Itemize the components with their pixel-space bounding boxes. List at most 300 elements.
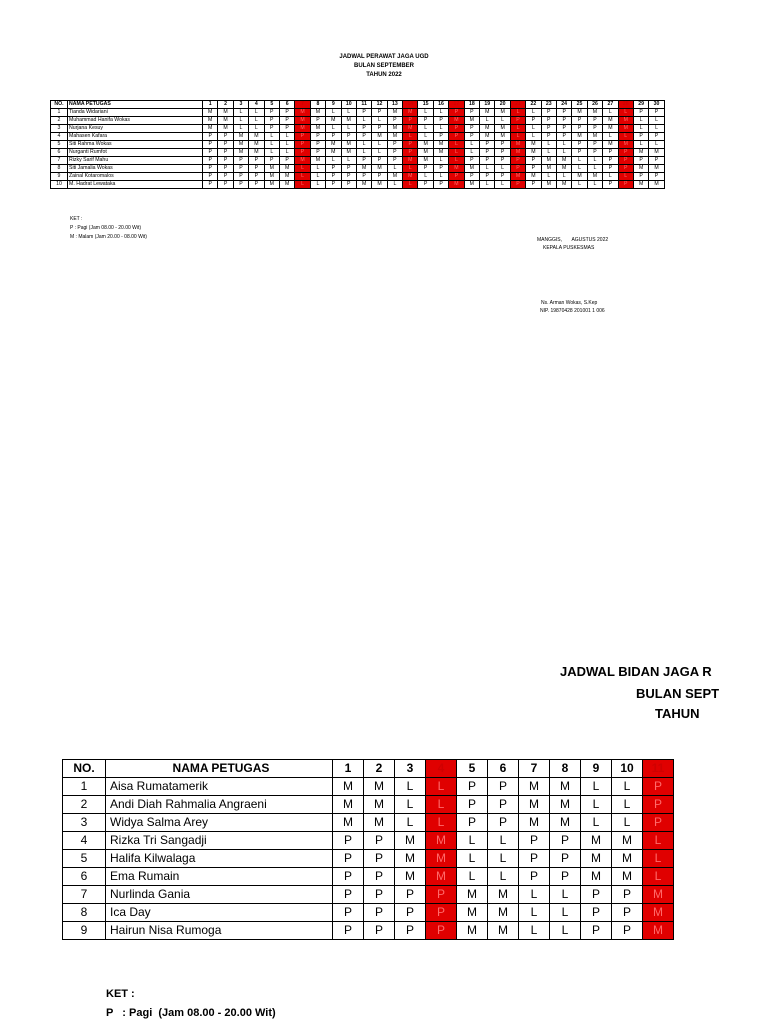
row-number: 3 bbox=[63, 814, 106, 832]
shift-cell: M bbox=[341, 141, 356, 149]
header-day-26: 26 bbox=[587, 101, 602, 109]
shift-cell: M bbox=[550, 814, 581, 832]
shift-cell: P bbox=[457, 778, 488, 796]
shift-cell: P bbox=[587, 125, 602, 133]
shift-cell: M bbox=[295, 157, 310, 165]
shift-cell: P bbox=[643, 796, 674, 814]
shift-cell: P bbox=[264, 125, 279, 133]
shift-cell: P bbox=[464, 157, 479, 165]
shift-cell: P bbox=[541, 133, 556, 141]
shift-cell: P bbox=[364, 832, 395, 850]
signature-place-date: MANGGIS, AGUSTUS 2022 bbox=[537, 237, 609, 243]
shift-cell: M bbox=[587, 173, 602, 181]
shift-cell: P bbox=[519, 832, 550, 850]
top-legend-heading: KET : bbox=[70, 216, 83, 222]
shift-cell: M bbox=[449, 117, 464, 125]
shift-cell: M bbox=[279, 173, 294, 181]
shift-cell: P bbox=[572, 141, 587, 149]
shift-cell: P bbox=[364, 922, 395, 940]
bottom-title-line-1: JADWAL BIDAN JAGA R bbox=[560, 664, 712, 679]
shift-cell: L bbox=[457, 850, 488, 868]
shift-cell: P bbox=[649, 133, 664, 141]
top-legend-malam: M : Malam (Jam 20.00 - 08.00 Wit) bbox=[70, 234, 147, 240]
table-row bbox=[51, 133, 665, 141]
shift-cell: P bbox=[643, 814, 674, 832]
shift-cell: M bbox=[519, 796, 550, 814]
shift-cell: M bbox=[457, 922, 488, 940]
table-row bbox=[51, 181, 665, 189]
shift-cell: M bbox=[249, 149, 264, 157]
shift-cell: M bbox=[480, 133, 495, 141]
shift-cell: M bbox=[495, 133, 510, 141]
shift-cell: P bbox=[395, 922, 426, 940]
shift-cell: L bbox=[310, 165, 325, 173]
shift-cell: M bbox=[326, 149, 341, 157]
shift-cell: L bbox=[295, 173, 310, 181]
shift-cell: L bbox=[395, 796, 426, 814]
shift-cell: M bbox=[488, 886, 519, 904]
shift-cell: M bbox=[488, 904, 519, 922]
shift-cell: L bbox=[341, 125, 356, 133]
shift-cell: P bbox=[249, 173, 264, 181]
shift-cell: L bbox=[510, 133, 525, 141]
row-number: 6 bbox=[51, 149, 68, 157]
shift-cell: M bbox=[526, 173, 541, 181]
header-day-19: 19 bbox=[480, 101, 495, 109]
shift-cell: M bbox=[418, 141, 433, 149]
shift-cell: P bbox=[364, 904, 395, 922]
shift-cell: P bbox=[310, 117, 325, 125]
shift-cell: M bbox=[612, 850, 643, 868]
shift-cell: M bbox=[433, 149, 448, 157]
shift-cell: M bbox=[603, 125, 618, 133]
bottom-title-line-3: TAHUN bbox=[655, 706, 700, 721]
shift-cell: L bbox=[633, 141, 648, 149]
header-day-8: 8 bbox=[550, 760, 581, 778]
shift-cell: M bbox=[356, 165, 371, 173]
shift-cell: L bbox=[395, 814, 426, 832]
shift-cell: L bbox=[480, 181, 495, 189]
shift-cell: M bbox=[203, 125, 218, 133]
shift-cell: L bbox=[264, 141, 279, 149]
shift-cell: P bbox=[433, 165, 448, 173]
shift-cell: M bbox=[249, 141, 264, 149]
shift-cell: P bbox=[464, 133, 479, 141]
shift-cell: M bbox=[556, 165, 571, 173]
row-number: 2 bbox=[51, 117, 68, 125]
shift-cell: M bbox=[264, 165, 279, 173]
shift-cell: P bbox=[649, 173, 664, 181]
row-number: 10 bbox=[51, 181, 68, 189]
shift-cell: L bbox=[356, 149, 371, 157]
shift-cell: L bbox=[326, 125, 341, 133]
header-day-6: 6 bbox=[488, 760, 519, 778]
shift-cell: P bbox=[418, 117, 433, 125]
shift-cell: L bbox=[249, 125, 264, 133]
shift-cell: L bbox=[618, 173, 633, 181]
shift-cell: P bbox=[279, 125, 294, 133]
shift-cell: P bbox=[387, 149, 402, 157]
table-row bbox=[63, 886, 674, 904]
shift-cell: M bbox=[649, 149, 664, 157]
shift-cell: L bbox=[556, 173, 571, 181]
shift-cell: L bbox=[457, 868, 488, 886]
shift-cell: P bbox=[457, 814, 488, 832]
staff-name: Nurganti Rumfot bbox=[68, 149, 203, 157]
row-number: 4 bbox=[51, 133, 68, 141]
staff-name: Muhammad Hanifa Wokas bbox=[68, 117, 203, 125]
shift-cell: P bbox=[403, 141, 418, 149]
shift-cell: M bbox=[612, 868, 643, 886]
shift-cell: L bbox=[541, 149, 556, 157]
shift-cell: M bbox=[633, 181, 648, 189]
shift-cell: P bbox=[488, 814, 519, 832]
shift-cell: M bbox=[310, 109, 325, 117]
shift-cell: M bbox=[310, 125, 325, 133]
shift-cell: L bbox=[295, 165, 310, 173]
shift-cell: L bbox=[581, 796, 612, 814]
shift-cell: P bbox=[356, 157, 371, 165]
shift-cell: P bbox=[633, 173, 648, 181]
row-number: 9 bbox=[63, 922, 106, 940]
row-number: 5 bbox=[51, 141, 68, 149]
shift-cell: P bbox=[341, 181, 356, 189]
shift-cell: M bbox=[480, 109, 495, 117]
shift-cell: L bbox=[587, 157, 602, 165]
shift-cell: P bbox=[372, 173, 387, 181]
shift-cell: M bbox=[426, 832, 457, 850]
shift-cell: M bbox=[372, 181, 387, 189]
header-day-8: 8 bbox=[310, 101, 325, 109]
shift-cell: M bbox=[541, 181, 556, 189]
shift-cell: M bbox=[333, 778, 364, 796]
shift-cell: L bbox=[572, 157, 587, 165]
shift-cell: L bbox=[295, 181, 310, 189]
shift-cell: P bbox=[326, 173, 341, 181]
top-title-line-2: BULAN SEPTEMBER bbox=[353, 63, 414, 69]
shift-cell: L bbox=[249, 117, 264, 125]
shift-cell: M bbox=[603, 117, 618, 125]
shift-cell: M bbox=[618, 141, 633, 149]
shift-cell: M bbox=[395, 850, 426, 868]
header-day-10: 10 bbox=[341, 101, 356, 109]
staff-name: Zainal Kotaromalos bbox=[68, 173, 203, 181]
shift-cell: M bbox=[403, 109, 418, 117]
shift-cell: M bbox=[372, 133, 387, 141]
row-number: 7 bbox=[63, 886, 106, 904]
shift-cell: M bbox=[649, 181, 664, 189]
shift-cell: P bbox=[364, 886, 395, 904]
staff-name: Siti Rahma Wokas bbox=[68, 141, 203, 149]
shift-cell: P bbox=[449, 109, 464, 117]
shift-cell: P bbox=[581, 904, 612, 922]
table-row bbox=[63, 868, 674, 886]
shift-cell: P bbox=[218, 181, 233, 189]
staff-name: M. Hadrat Lewataka bbox=[68, 181, 203, 189]
row-number: 2 bbox=[63, 796, 106, 814]
shift-cell: P bbox=[333, 832, 364, 850]
shift-cell: M bbox=[403, 157, 418, 165]
shift-cell: M bbox=[510, 149, 525, 157]
shift-cell: L bbox=[403, 165, 418, 173]
shift-cell: P bbox=[464, 125, 479, 133]
shift-cell: L bbox=[495, 117, 510, 125]
shift-cell: L bbox=[233, 109, 248, 117]
shift-cell: L bbox=[618, 133, 633, 141]
shift-cell: M bbox=[510, 173, 525, 181]
shift-cell: P bbox=[233, 165, 248, 173]
shift-cell: M bbox=[364, 778, 395, 796]
header-day-1: 1 bbox=[333, 760, 364, 778]
shift-cell: P bbox=[326, 133, 341, 141]
shift-cell: M bbox=[418, 157, 433, 165]
shift-cell: P bbox=[426, 922, 457, 940]
shift-cell: P bbox=[449, 173, 464, 181]
shift-cell: L bbox=[279, 149, 294, 157]
shift-cell: P bbox=[203, 157, 218, 165]
shift-cell: P bbox=[218, 133, 233, 141]
shift-cell: P bbox=[649, 109, 664, 117]
shift-cell: P bbox=[387, 117, 402, 125]
shift-cell: P bbox=[488, 778, 519, 796]
shift-cell: P bbox=[203, 141, 218, 149]
shift-cell: P bbox=[556, 109, 571, 117]
header-day-17: 17 bbox=[449, 101, 464, 109]
shift-cell: P bbox=[618, 157, 633, 165]
shift-cell: P bbox=[203, 181, 218, 189]
shift-cell: L bbox=[480, 165, 495, 173]
shift-cell: P bbox=[550, 832, 581, 850]
staff-name: Ema Rumain bbox=[106, 868, 333, 886]
shift-cell: L bbox=[541, 141, 556, 149]
shift-cell: M bbox=[364, 814, 395, 832]
shift-cell: M bbox=[633, 149, 648, 157]
shift-cell: P bbox=[495, 173, 510, 181]
shift-cell: L bbox=[433, 173, 448, 181]
shift-cell: M bbox=[341, 117, 356, 125]
shift-cell: P bbox=[341, 133, 356, 141]
header-row bbox=[51, 101, 665, 109]
shift-cell: M bbox=[618, 117, 633, 125]
shift-cell: P bbox=[326, 181, 341, 189]
shift-cell: M bbox=[218, 117, 233, 125]
row-number: 1 bbox=[63, 778, 106, 796]
shift-cell: P bbox=[279, 117, 294, 125]
shift-cell: L bbox=[587, 165, 602, 173]
shift-cell: P bbox=[556, 133, 571, 141]
header-day-30: 30 bbox=[649, 101, 664, 109]
shift-cell: L bbox=[603, 109, 618, 117]
shift-cell: M bbox=[488, 922, 519, 940]
staff-name: Halifa Kilwalaga bbox=[106, 850, 333, 868]
header-day-12: 12 bbox=[372, 101, 387, 109]
shift-cell: P bbox=[333, 922, 364, 940]
shift-cell: M bbox=[333, 814, 364, 832]
shift-cell: M bbox=[295, 117, 310, 125]
shift-cell: P bbox=[649, 157, 664, 165]
staff-name: Tianda Widariani bbox=[68, 109, 203, 117]
shift-cell: P bbox=[587, 117, 602, 125]
shift-cell: L bbox=[488, 850, 519, 868]
signature-nip: NIP. 19870428 201001 1 006 bbox=[540, 308, 605, 314]
shift-cell: L bbox=[488, 832, 519, 850]
shift-cell: M bbox=[218, 109, 233, 117]
shift-cell: L bbox=[310, 173, 325, 181]
shift-cell: L bbox=[341, 109, 356, 117]
shift-cell: P bbox=[341, 165, 356, 173]
header-day-6: 6 bbox=[279, 101, 294, 109]
shift-cell: M bbox=[233, 149, 248, 157]
shift-cell: M bbox=[464, 165, 479, 173]
header-day-23: 23 bbox=[541, 101, 556, 109]
header-no: NO. bbox=[51, 101, 68, 109]
shift-cell: P bbox=[333, 868, 364, 886]
shift-cell: P bbox=[264, 109, 279, 117]
shift-cell: L bbox=[550, 904, 581, 922]
signature-name: Ns. Arman Wokas, S.Kep bbox=[541, 300, 598, 306]
shift-cell: M bbox=[372, 165, 387, 173]
shift-cell: M bbox=[495, 125, 510, 133]
shift-cell: M bbox=[295, 125, 310, 133]
shift-cell: M bbox=[581, 850, 612, 868]
shift-cell: L bbox=[264, 149, 279, 157]
shift-cell: L bbox=[633, 125, 648, 133]
shift-cell: P bbox=[526, 157, 541, 165]
shift-cell: L bbox=[433, 109, 448, 117]
shift-cell: P bbox=[310, 149, 325, 157]
table-row bbox=[63, 814, 674, 832]
shift-cell: P bbox=[541, 109, 556, 117]
header-day-9: 9 bbox=[581, 760, 612, 778]
shift-cell: M bbox=[649, 165, 664, 173]
shift-cell: P bbox=[403, 149, 418, 157]
top-legend-pagi: P : Pagi (Jam 08.00 - 20.00 Wit) bbox=[70, 225, 142, 231]
shift-cell: M bbox=[519, 778, 550, 796]
shift-cell: P bbox=[310, 141, 325, 149]
shift-cell: M bbox=[387, 125, 402, 133]
shift-cell: L bbox=[403, 181, 418, 189]
shift-cell: P bbox=[295, 133, 310, 141]
shift-cell: L bbox=[581, 778, 612, 796]
shift-cell: L bbox=[526, 125, 541, 133]
shift-cell: M bbox=[326, 117, 341, 125]
shift-cell: L bbox=[488, 868, 519, 886]
shift-cell: M bbox=[457, 904, 488, 922]
shift-cell: M bbox=[341, 149, 356, 157]
shift-cell: M bbox=[603, 141, 618, 149]
nurse-schedule-table bbox=[50, 100, 665, 189]
shift-cell: P bbox=[364, 850, 395, 868]
shift-cell: M bbox=[449, 181, 464, 189]
shift-cell: P bbox=[387, 141, 402, 149]
shift-cell: P bbox=[295, 141, 310, 149]
shift-cell: L bbox=[603, 173, 618, 181]
shift-cell: L bbox=[395, 778, 426, 796]
shift-cell: M bbox=[464, 181, 479, 189]
shift-cell: P bbox=[372, 109, 387, 117]
shift-cell: P bbox=[519, 868, 550, 886]
row-number: 5 bbox=[63, 850, 106, 868]
shift-cell: M bbox=[618, 125, 633, 133]
table-row bbox=[51, 149, 665, 157]
shift-cell: M bbox=[587, 133, 602, 141]
shift-cell: P bbox=[449, 125, 464, 133]
shift-cell: P bbox=[480, 157, 495, 165]
shift-cell: P bbox=[572, 117, 587, 125]
shift-cell: L bbox=[326, 109, 341, 117]
shift-cell: M bbox=[587, 109, 602, 117]
shift-cell: L bbox=[603, 133, 618, 141]
shift-cell: L bbox=[572, 181, 587, 189]
shift-cell: L bbox=[433, 125, 448, 133]
shift-cell: P bbox=[218, 173, 233, 181]
shift-cell: P bbox=[418, 165, 433, 173]
header-day-21: 21 bbox=[510, 101, 525, 109]
shift-cell: P bbox=[433, 181, 448, 189]
shift-cell: L bbox=[449, 149, 464, 157]
header-day-18: 18 bbox=[464, 101, 479, 109]
header-day-4: 4 bbox=[426, 760, 457, 778]
shift-cell: P bbox=[556, 117, 571, 125]
shift-cell: P bbox=[333, 904, 364, 922]
header-name: NAMA PETUGAS bbox=[68, 101, 203, 109]
shift-cell: P bbox=[633, 157, 648, 165]
shift-cell: M bbox=[433, 141, 448, 149]
row-number: 3 bbox=[51, 125, 68, 133]
shift-cell: L bbox=[649, 141, 664, 149]
shift-cell: P bbox=[218, 157, 233, 165]
shift-cell: P bbox=[603, 157, 618, 165]
shift-cell: L bbox=[649, 125, 664, 133]
shift-cell: P bbox=[495, 149, 510, 157]
bottom-legend bbox=[106, 985, 276, 1023]
shift-cell: L bbox=[550, 922, 581, 940]
shift-cell: M bbox=[356, 181, 371, 189]
shift-cell: L bbox=[480, 117, 495, 125]
shift-cell: M bbox=[556, 157, 571, 165]
row-number: 1 bbox=[51, 109, 68, 117]
shift-cell: M bbox=[495, 109, 510, 117]
table-row bbox=[63, 922, 674, 940]
shift-cell: L bbox=[264, 133, 279, 141]
shift-cell: P bbox=[480, 173, 495, 181]
shift-cell: L bbox=[556, 141, 571, 149]
shift-cell: P bbox=[488, 796, 519, 814]
shift-cell: P bbox=[541, 117, 556, 125]
header-day-5: 5 bbox=[457, 760, 488, 778]
table-row bbox=[51, 141, 665, 149]
table-row bbox=[51, 157, 665, 165]
shift-cell: P bbox=[395, 904, 426, 922]
shift-cell: P bbox=[519, 850, 550, 868]
shift-cell: P bbox=[603, 165, 618, 173]
shift-cell: P bbox=[333, 886, 364, 904]
shift-cell: P bbox=[426, 886, 457, 904]
shift-cell: L bbox=[510, 109, 525, 117]
shift-cell: L bbox=[618, 109, 633, 117]
shift-cell: M bbox=[333, 796, 364, 814]
shift-cell: M bbox=[279, 181, 294, 189]
shift-cell: M bbox=[480, 125, 495, 133]
shift-cell: M bbox=[387, 133, 402, 141]
shift-cell: P bbox=[550, 850, 581, 868]
shift-cell: P bbox=[356, 133, 371, 141]
bottom-legend-heading: KET : bbox=[106, 988, 135, 1000]
signature-block-header bbox=[537, 236, 608, 252]
shift-cell: L bbox=[449, 157, 464, 165]
shift-cell: M bbox=[572, 133, 587, 141]
staff-name: Aisa Rumatamerik bbox=[106, 778, 333, 796]
